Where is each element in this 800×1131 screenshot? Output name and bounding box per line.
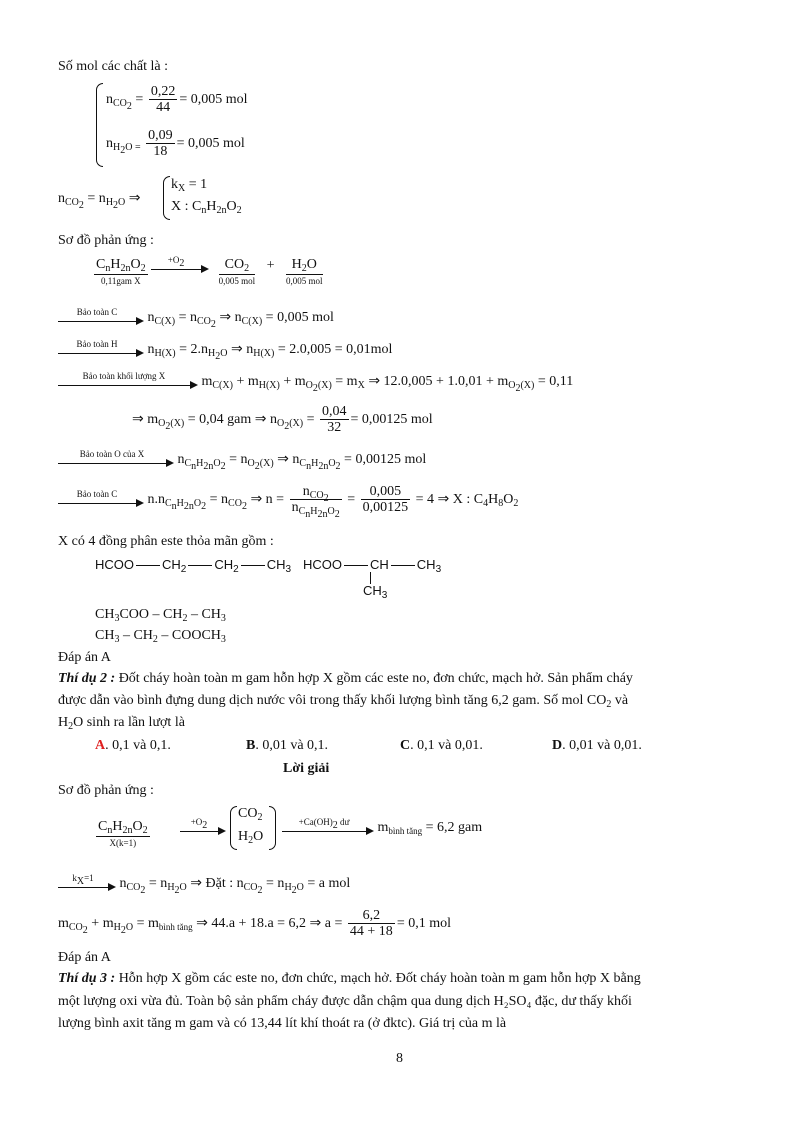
brace	[163, 176, 170, 220]
option-d[interactable]: D. 0,01 và 0,01.	[552, 738, 642, 753]
brace	[269, 806, 276, 850]
isomer-3: $CH_3COO - CH_2 - CH_3$	[95, 607, 226, 624]
page-number: 8	[396, 1051, 403, 1066]
brace	[96, 83, 103, 167]
isomer-structure-1: HCOO $CH_2$ $CH_2$ $CH_3$	[95, 557, 292, 575]
conservation-mass: Bảo toàn khối lượng X $m_{C(X)} + m_{H(X)} + m_{O_2(X)} = m_X$ ⇒ $12.0,005 + 1.0,01 + m_{O_2(X)} = 0,11$	[58, 372, 573, 392]
reaction-arrow-caoh2: $+Ca(OH)_2$ dư $m_{bình tăng} = 6,2$ gam	[282, 818, 482, 838]
brace	[230, 806, 237, 850]
equation-mo2: ⇒ $m_{O_2(X)} = 0,04$ gam ⇒ $n_{O_2(X)}$ = $\frac{0,04}{32}$ = 0,00125 mol	[132, 404, 433, 436]
example-2-line-1: Thí dụ 2 : Đốt cháy hoàn toàn m gam hỗn hợp X gồm các este no, đơn chức, mạch hở. Sản phẩm cháy	[58, 671, 633, 686]
isomer-4: $CH_3 - CH_2$ – $COOCH_3$	[95, 628, 226, 645]
option-b[interactable]: B. 0,01 và 0,1.	[246, 738, 329, 753]
equation-kx: $k_X = 1$	[171, 177, 208, 194]
equation-n-h2o: $n_{H_2O =}$ $\frac{0,09}{18}$ = 0,005 mol	[106, 128, 245, 160]
conservation-o: Bảo toàn O của X $n_{C_nH_{2n}O_2} = n_{O_2(X)}$ ⇒ $n_{C_nH_{2n}O_2} = 0,00125$ mol	[58, 450, 426, 470]
example-2-line-3: $H_2O$ sinh ra lần lượt là	[58, 715, 185, 732]
scheme-title-2: Sơ đồ phản ứng :	[58, 783, 154, 798]
equation-mass-sum: $m_{CO_2} + m_{H_2O} = m_{bình tăng}$ ⇒ 44.a + 18.a = 6,2 ⇒ a = $\frac{6,2}{44 + 18}$ = 0,1 mol	[58, 908, 451, 940]
isomer-structure-2: HCOO CH $CH_3$	[303, 557, 442, 575]
option-a[interactable]: A. 0,1 và 0,1.	[95, 738, 171, 753]
isomer-branch: $CH_3$	[363, 583, 388, 601]
equation-equal-mol: $n_{CO_2} = n_{H_2O}$ ⇒	[58, 191, 141, 211]
answer-2: Đáp án A	[58, 950, 111, 965]
example-2-line-2: được dẫn vào bình đựng dung dịch nước vôi trong thấy khối lượng bình tăng 6,2 gam. Số mol $CO_2$ và	[58, 693, 629, 710]
option-c[interactable]: C. 0,1 và 0,01.	[400, 738, 483, 753]
equation-n-co2: $n_{CO_2}$ = $\frac{0,22}{44}$ = 0,005 mol	[106, 84, 248, 116]
example-3-line-3: lượng bình axit tăng m gam và có 13,44 lít khí thoát ra (ở đktc). Giá trị của m là	[58, 1016, 507, 1031]
solution-heading: Lời giải	[283, 761, 330, 776]
scheme-title: Sơ đồ phản ứng :	[58, 233, 154, 248]
product-h2o: $H_2O$	[238, 829, 264, 846]
intro-text: Số mol các chất là :	[58, 59, 169, 74]
equation-formula: X : $C_nH_{2n}O_2$	[171, 199, 242, 216]
conservation-h: Bảo toàn H $n_{H(X)} = 2.n_{H_2O}$ ⇒ $n_{H(X)} = 2.0,005 = 0,01mol$	[58, 340, 392, 360]
reaction-scheme-2: $C_nH_{2n}O_2$ X(k=1)	[98, 819, 148, 848]
example-3-line-2: một lượng oxi vừa đủ. Toàn bộ sản phẩm cháy được dẫn chậm qua dung dịch H₂SO₄ đặc, dư thấy khối	[58, 994, 632, 1009]
isomers-intro: X có 4 đồng phân este thỏa mãn gồm :	[58, 534, 274, 549]
conservation-c: Bảo toàn C $n_{C(X)} = n_{CO_2}$ ⇒ $n_{C(X)} = 0,005$ mol	[58, 308, 334, 328]
reaction-arrow-o2: $+O_2$	[180, 818, 226, 838]
product-co2: $CO_2$	[238, 806, 263, 823]
reaction-scheme: $C_nH_{2n}O_2$ 0,11gam X $+O_2$ $CO_2$ 0,005 mol + $H_2O$ 0,005 mol	[96, 255, 323, 286]
equation-kx1: $k_X=1$ $n_{CO_2} = n_{H_2O}$ ⇒ Đặt : $n_{CO_2} = n_{H_2O} = a$ mol	[58, 874, 350, 894]
conservation-c-n: Bảo toàn C $n.n_{C_nH_{2n}O_2} = n_{CO_2}$ ⇒ n = $\frac{n_{CO_2}}{n_{C_nH_{2n}O_2}}$ = $\frac{0,005}{0,00125}$ = 4 ⇒ X : $C_4H_8O_2$	[58, 478, 518, 522]
example-3-line-1: Thí dụ 3 : Hỗn hợp X gồm các este no, đơn chức, mạch hở. Đốt cháy hoàn toàn m gam hỗn hợp X bằng	[58, 971, 641, 986]
answer-1: Đáp án A	[58, 650, 111, 665]
